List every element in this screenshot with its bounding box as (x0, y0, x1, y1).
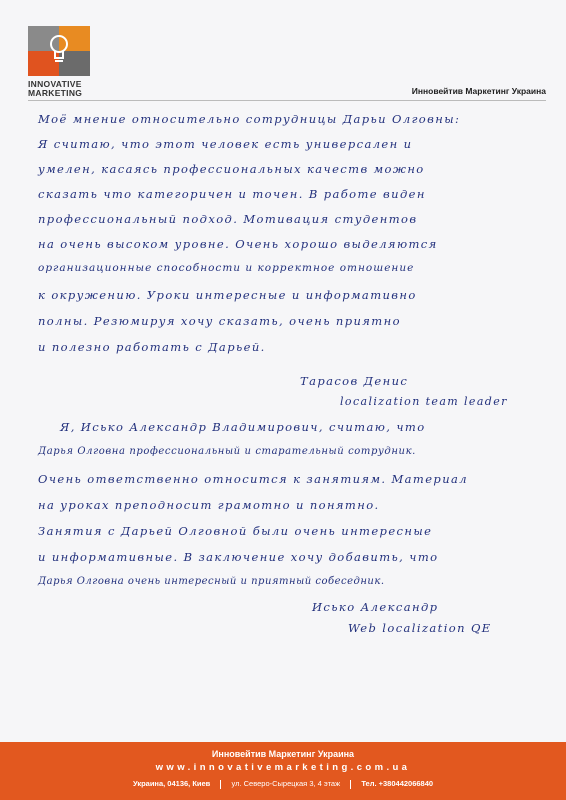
footer-contacts (0, 779, 566, 789)
p2-line-3: Очень ответственно относится к занятиям. Материал (38, 472, 468, 486)
p1-line-9: полны. Резюмируя хочу сказать, очень приятно (38, 314, 401, 328)
p2-line-6: и информативные. В заключение хочу добавить, что (38, 550, 439, 564)
header-company-name: Инновейтив Маркетинг Украина (411, 86, 546, 96)
brand-line1: INNOVATIVE (28, 79, 82, 89)
footer-phone: Тел. +380442066840 (361, 779, 434, 788)
p1-line-5: профессиональный подход. Мотивация студентов (38, 212, 418, 226)
signature2-title: Web localization QE (348, 621, 492, 635)
p2-line-1: Я, Исько Александр Владимирович, считаю, что (60, 420, 426, 434)
p1-line-4: сказать что категоричен и точен. В работе виден (38, 187, 426, 201)
footer-street: ул. Северо-Сырецкая 3, 4 этаж (231, 779, 341, 788)
signature1-name: Тарасов Денис (300, 374, 409, 388)
p1-line-7: организационные способности и корректное отношение (38, 262, 415, 274)
p2-line-7: Дарья Олговна очень интересный и приятный собеседник. (38, 576, 385, 587)
footer-separator (350, 780, 351, 789)
p2-line-5: Занятия с Дарьей Олговной были очень интересные (38, 524, 433, 538)
header-divider (28, 100, 546, 101)
p1-line-10: и полезно работать с Дарьей. (38, 340, 266, 354)
p1-line-8: к окружению. Уроки интересные и информативно (38, 288, 417, 302)
footer-band (0, 742, 566, 800)
p1-line-2: Я считаю, что этот человек есть универсален и (38, 137, 413, 151)
footer-city: Украина, 04136, Киев (132, 779, 211, 788)
p2-line-2: Дарья Олговна профессиональный и старательный сотрудник. (38, 446, 416, 457)
lightbulb-icon (48, 34, 70, 64)
p1-line-1: Моё мнение относительно сотрудницы Дарьи Олговны: (38, 112, 461, 126)
signature1-title: localization team leader (340, 395, 508, 408)
footer-company-name: Инновейтив Маркетинг Украина (211, 749, 355, 759)
p1-line-3: умелен, касаясь профессиональных качеств можно (38, 162, 425, 176)
signature2-name: Исько Александр (312, 600, 439, 614)
p1-line-6: на очень высоком уровне. Очень хорошо выделяются (38, 237, 438, 251)
footer-website-link[interactable]: www.innovativemarketing.com.ua (155, 762, 411, 773)
footer-separator (220, 780, 221, 789)
company-logo (28, 26, 90, 76)
p2-line-4: на уроках преподносит грамотно и понятно. (38, 498, 380, 512)
brand-line2: MARKETING (28, 88, 83, 98)
